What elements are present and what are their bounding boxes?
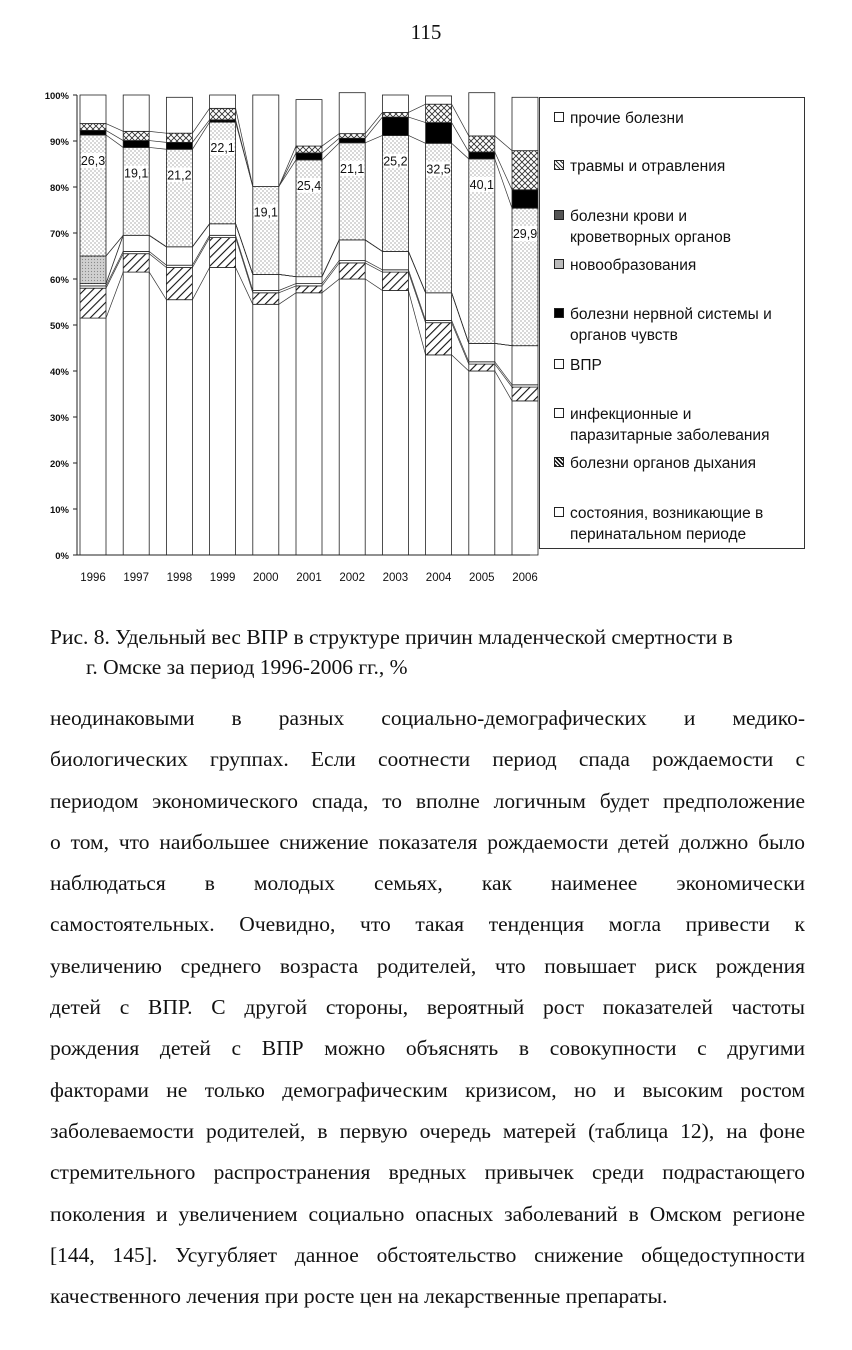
connector-line: [149, 254, 166, 268]
connector-line: [365, 261, 382, 270]
connector-line: [106, 235, 123, 256]
legend-swatch: [554, 507, 564, 517]
bar-segment: [512, 190, 538, 208]
legend-swatch: [554, 160, 564, 170]
legend-label: новообразования: [570, 257, 697, 274]
bar-segment: [382, 112, 408, 117]
bar-segment: [253, 293, 279, 305]
x-tick-label: 1999: [209, 572, 236, 584]
data-label: 25,2: [383, 154, 408, 169]
bar-segment: [296, 277, 322, 284]
bar-segment: [80, 124, 106, 131]
bar-segment: [253, 187, 279, 275]
data-label: 25,4: [296, 178, 322, 193]
data-label: 21,2: [167, 168, 192, 183]
body-line: самостоятельных. Очевидно, что такая тенденция могла привести к: [50, 912, 805, 937]
bar-segment: [123, 254, 149, 272]
bar-segment: [382, 135, 408, 251]
data-label: 19,1: [253, 205, 278, 220]
connector-line: [192, 122, 209, 149]
body-line: наблюдаться в молодых семьях, как наименее экономически: [50, 871, 805, 896]
connector-line: [236, 235, 253, 290]
body-line: поколения и увеличением социально опасных заболеваний в Омском регионе: [50, 1201, 805, 1226]
bar-segment: [123, 147, 149, 235]
connector-line: [365, 117, 382, 138]
data-label: 26,3: [80, 154, 106, 169]
data-label: 40,1: [469, 177, 494, 192]
body-line: заболеваемости родителей, в первую очередь матерей (таблица 12), на фоне: [50, 1118, 805, 1143]
bar-segment: [166, 247, 192, 265]
body-line: периодом экономического спада, то вполне логичным будет предположение: [50, 788, 805, 813]
connector-line: [452, 293, 469, 344]
connector-line: [279, 153, 296, 187]
bar-segment: [123, 272, 149, 555]
bar-segment: [426, 355, 452, 555]
y-tick-label: 30%: [49, 413, 69, 424]
body-line: неодинаковыми в разных социально-демографических и медико-: [50, 706, 805, 730]
legend-label: ВПР: [570, 357, 602, 374]
x-tick-label: 1998: [166, 572, 193, 584]
bar-segment: [166, 149, 192, 247]
body-line: рождения детей с ВПР можно объяснять в совокупности с другими: [50, 1036, 805, 1061]
bar-segment: [166, 97, 192, 133]
connector-line: [408, 272, 425, 323]
x-tick-label: 2001: [296, 572, 322, 584]
bar-segment: [253, 304, 279, 555]
connector-line: [365, 135, 382, 142]
connector-line: [452, 143, 469, 159]
bar-segment: [166, 133, 192, 142]
connector-line: [408, 270, 425, 321]
y-tick-label: 70%: [49, 229, 69, 240]
bar-segment: [296, 286, 322, 293]
bar-segment: [426, 96, 452, 104]
connector-line: [365, 240, 382, 252]
bar-segment: [469, 93, 495, 136]
data-label: 22,1: [210, 141, 235, 156]
legend-item: [554, 108, 802, 129]
bar-segment: [382, 117, 408, 135]
connector-line: [192, 268, 209, 300]
connector-line: [236, 268, 253, 305]
bar-segment: [426, 123, 452, 144]
legend-item: [554, 503, 802, 545]
bar-segment: [469, 371, 495, 555]
bar-segment: [382, 291, 408, 556]
bar-segment: [382, 272, 408, 290]
connector-line: [279, 274, 296, 276]
connector-line: [365, 279, 382, 291]
connector-line: [452, 104, 469, 136]
connector-line: [452, 123, 469, 152]
connector-line: [236, 238, 253, 293]
legend-swatch: [554, 259, 564, 269]
connector-line: [279, 146, 296, 186]
bar-segment: [80, 318, 106, 555]
bar-segment: [339, 240, 365, 261]
bar-segment: [296, 100, 322, 146]
connector-line: [149, 131, 166, 133]
bar-segment: [512, 401, 538, 555]
data-label: 32,5: [426, 162, 451, 177]
page-number: 115: [410, 20, 442, 44]
bar-segment: [296, 146, 322, 153]
bar-segment: [382, 95, 408, 112]
legend-label: состояния, возникающие в перинатальном периоде: [570, 505, 764, 543]
connector-line: [322, 279, 339, 293]
connector-line: [408, 135, 425, 143]
body-line: детей с ВПР. С другой стороны, вероятный рост показателей частоты: [50, 995, 805, 1020]
x-tick-label: 1996: [80, 572, 106, 584]
connector-line: [322, 240, 339, 277]
bar-segment: [469, 343, 495, 361]
legend-label: травмы и отравления: [570, 158, 726, 175]
figure-caption: [50, 622, 810, 682]
bar-segment: [382, 251, 408, 269]
x-tick-label: 1997: [123, 572, 149, 584]
x-tick-label: 2002: [339, 572, 365, 584]
caption-line-1: Рис. 8. Удельный вес ВПР в структуре причин младенческой смертности в: [50, 625, 733, 649]
bar-segment: [339, 134, 365, 139]
connector-line: [322, 261, 339, 284]
connector-line: [408, 117, 425, 123]
legend-swatch: [554, 457, 564, 467]
y-tick-label: 10%: [49, 505, 69, 516]
connector-line: [408, 104, 425, 112]
connector-line: [365, 112, 382, 133]
body-line: стремительного распространения вредных привычек среди подрастающего: [50, 1160, 805, 1185]
legend-swatch: [554, 112, 564, 122]
body-line: увеличению среднего возраста родителей, что повышает риск рождения: [50, 953, 805, 978]
bar-segment: [339, 263, 365, 279]
connector-line: [106, 130, 123, 140]
bar-segment: [296, 160, 322, 277]
legend-swatch: [554, 408, 564, 418]
connector-line: [106, 135, 123, 147]
y-tick-label: 60%: [49, 275, 69, 286]
bar-segment: [469, 364, 495, 371]
legend-swatch: [554, 210, 564, 220]
bar-segment: [296, 153, 322, 160]
caption-line-2: г. Омске за период 1996-2006 гг., %: [86, 655, 408, 679]
connector-line: [192, 120, 209, 143]
bar-segment: [253, 95, 279, 187]
bar-segment: [512, 151, 538, 190]
bar-segment: [512, 346, 538, 385]
connector-line: [192, 108, 209, 133]
bar-segment: [210, 268, 236, 556]
connector-line: [408, 251, 425, 292]
connector-line: [452, 323, 469, 364]
x-tick-label: 2003: [382, 572, 409, 584]
bar-segment: [123, 141, 149, 148]
bar-segment: [210, 238, 236, 268]
connector-line: [495, 343, 512, 345]
bar-segment: [80, 288, 106, 318]
bar-segment: [123, 131, 149, 140]
connector-line: [279, 293, 296, 305]
x-tick-label: 2004: [425, 572, 452, 584]
connector-line: [365, 263, 382, 272]
connector-line: [192, 224, 209, 247]
legend-item: [554, 156, 802, 177]
legend-label: болезни крови и кроветворных органов: [570, 208, 731, 246]
legend-item: [554, 255, 802, 276]
connector-line: [236, 120, 253, 187]
body-paragraph: [50, 698, 805, 1317]
connector-line: [106, 272, 123, 318]
y-tick-label: 100%: [44, 91, 69, 102]
x-tick-label: 2006: [512, 572, 538, 584]
bar-segment: [339, 143, 365, 240]
bar-segment: [80, 256, 106, 284]
x-tick-label: 2005: [469, 572, 495, 584]
bar-segment: [80, 95, 106, 124]
bar-segment: [512, 387, 538, 401]
data-label: 19,1: [124, 166, 149, 181]
bar-segment: [166, 142, 192, 149]
bar-segment: [210, 108, 236, 120]
bar-segment: [339, 279, 365, 555]
connector-line: [495, 362, 512, 385]
legend-item: [554, 453, 802, 474]
bar-segment: [296, 293, 322, 555]
bar-segment: [123, 95, 149, 131]
legend-item: [554, 206, 802, 248]
connector-line: [149, 141, 166, 143]
connector-line: [279, 160, 296, 187]
y-tick-label: 20%: [49, 459, 69, 470]
body-line: о том, что наибольшее снижение показателя рождаемости детей должно было: [50, 829, 805, 854]
connector-line: [236, 224, 253, 275]
bar-segment: [210, 95, 236, 108]
legend-label: болезни нервной системы и органов чувств: [570, 306, 772, 344]
bar-segment: [469, 152, 495, 159]
y-tick-label: 90%: [49, 137, 69, 148]
y-tick-label: 0%: [55, 551, 69, 562]
bar-segment: [339, 93, 365, 134]
data-label: 21,1: [340, 161, 365, 176]
bar-segment: [166, 300, 192, 555]
bar-segment: [426, 293, 452, 321]
body-line: [144, 145]. Усугубляет данное обстоятельство снижение общедоступности: [50, 1242, 805, 1267]
y-tick-label: 50%: [49, 321, 69, 332]
connector-line: [452, 320, 469, 361]
connector-line: [495, 136, 512, 151]
data-label: 29,9: [512, 227, 538, 242]
legend-label: болезни органов дыхания: [570, 455, 756, 472]
legend-label: прочие болезни: [570, 110, 684, 127]
bar-segment: [210, 122, 236, 224]
connector-line: [149, 147, 166, 149]
bar-segment: [253, 274, 279, 290]
connector-line: [322, 263, 339, 286]
bar-segment: [166, 268, 192, 300]
connector-line: [149, 272, 166, 300]
connector-line: [149, 235, 166, 247]
body-line: биологических группах. Если соотнести период спада рождаемости с: [50, 747, 805, 772]
connector-line: [408, 291, 425, 355]
y-tick-label: 40%: [49, 367, 69, 378]
legend-item: [554, 404, 802, 446]
body-line: качественного лечения при росте цен на лекарственные препараты.: [50, 1284, 668, 1309]
chart-legend: [539, 97, 805, 549]
y-tick-label: 80%: [49, 183, 69, 194]
connector-line: [149, 251, 166, 265]
legend-item: [554, 355, 802, 376]
connector-line: [236, 108, 253, 186]
legend-swatch: [554, 308, 564, 318]
legend-label: инфекционные и паразитарные заболевания: [570, 406, 770, 444]
connector-line: [322, 134, 339, 146]
bar-segment: [426, 323, 452, 355]
x-tick-label: 2000: [253, 572, 279, 584]
connector-line: [192, 238, 209, 268]
body-line: факторами не только демографическим кризисом, но и высоким ростом: [50, 1077, 805, 1102]
connector-line: [106, 124, 123, 132]
connector-line: [106, 251, 123, 286]
connector-line: [192, 235, 209, 265]
bar-segment: [339, 138, 365, 143]
bar-segment: [469, 136, 495, 152]
bar-segment: [123, 235, 149, 251]
bar-segment: [80, 130, 106, 135]
bar-segment: [426, 104, 452, 122]
legend-item: [554, 304, 802, 346]
bar-segment: [210, 224, 236, 236]
legend-swatch: [554, 359, 564, 369]
bar-segment: [512, 97, 538, 150]
